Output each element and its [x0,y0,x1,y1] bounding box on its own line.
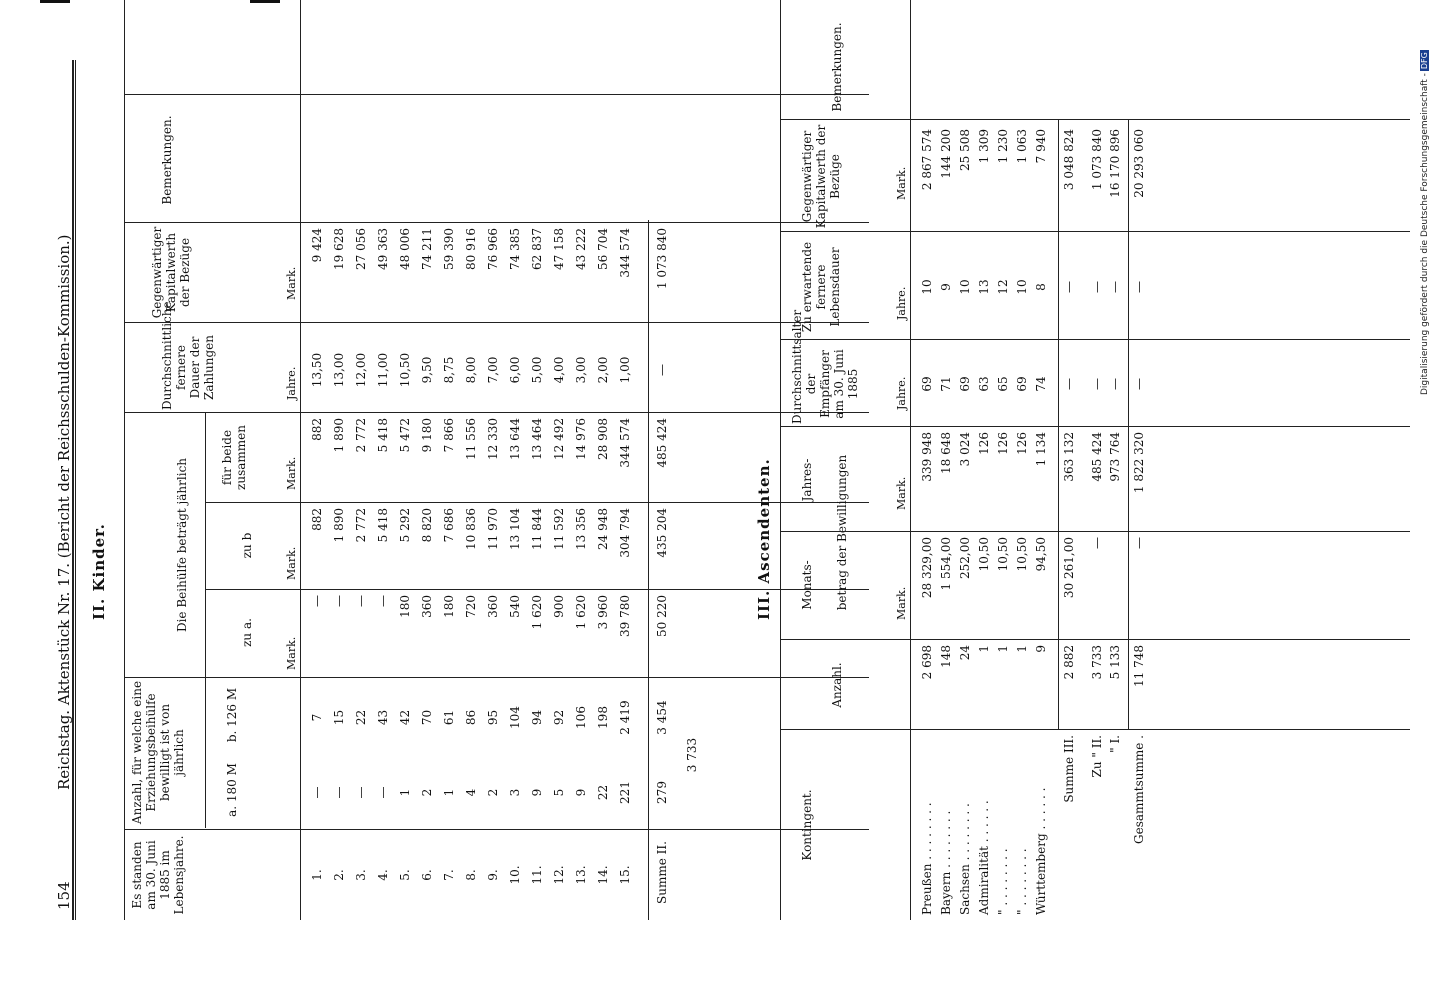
ascendent-cell-alter: 71 [939,376,953,392]
ascendent-cell-kap: 144 200 [939,129,953,179]
ascendent-cell-n: 148 [939,645,953,668]
ascendent-total-name: Gesammtsumme . [1132,735,1146,844]
col-divider [780,339,1410,340]
col-header-kontingent: Kontingent. [800,789,814,861]
header-bottom-rule [300,0,301,920]
ascendent-cell-name: Sachsen . . . . . . . . [958,803,972,915]
kinder-cell-zb: 13 104 [508,508,522,550]
ascendent-total-alter: — [1132,378,1146,390]
kinder-cell-zb: 5 292 [398,508,412,543]
col-header-lebensdauer: Zu erwartende fernere Lebensdauer [800,241,842,333]
ascendent-cell-name: Bayern . . . . . . . . [939,810,953,915]
col-divider [124,677,869,678]
kinder-cell-zb: 2 772 [354,508,368,543]
ascendent-cell-alter: 69 [920,376,934,392]
ascendent-cell-kap: 2 867 574 [920,129,934,191]
unit-label: Mark. [895,586,908,620]
kinder-cell-kap: 344 574 [618,228,632,278]
kinder-cell-za: 720 [464,595,478,618]
ascendent-zu1-dauer: — [1108,281,1122,293]
kinder-cell-za: 360 [486,595,500,618]
kinder-cell-age: 10. [508,865,522,885]
ascendent-cell-jahr: 3 024 [958,432,972,467]
kinder-cell-age: 12. [552,865,566,885]
kinder-cell-za: 1 620 [574,595,588,630]
kinder-cell-b: 106 [574,706,588,729]
col-header-kapital: Gegenwärtiger Kapitalwerth der Bezüge [150,226,192,319]
ascendent-cell-n: 9 [1034,645,1048,653]
kinder-cell-both: 882 [310,418,324,441]
kinder-cell-kap: 80 916 [464,228,478,270]
kinder-cell-both: 12 492 [552,418,566,460]
kinder-cell-kap: 49 363 [376,228,390,270]
kinder-cell-b: 104 [508,706,522,729]
kinder-cell-a: 9 [574,788,588,797]
kinder-cell-za: 180 [398,595,412,618]
kinder-cell-a: 1 [442,788,456,797]
kinder-sum-zb: 435 204 [655,508,669,558]
unit-label: Jahre. [895,286,908,320]
ascendent-cell-jahr: 126 [977,432,991,455]
kinder-cell-age: 6. [420,869,434,881]
unit-label: Mark. [285,636,298,670]
kinder-cell-za: 180 [442,595,456,618]
kinder-sum-b: 3 454 [655,700,669,735]
ascendent-cell-mon: 1 554,00 [939,537,953,591]
ascendent-cell-dauer: 10 [1015,279,1029,295]
kinder-cell-b: 42 [398,709,412,726]
unit-label: Jahre. [285,366,298,400]
ascendent-cell-name: Württemberg . . . . . . [1034,787,1048,915]
ascendent-zu1-jahr: 973 764 [1108,432,1122,482]
ascendent-cell-alter: 69 [958,376,972,392]
ascendent-cell-kap: 25 508 [958,129,972,171]
ascendent-cell-mon: 10,50 [1015,537,1029,572]
kinder-cell-za: 39 780 [618,595,632,637]
ascendent-cell-name: Preußen . . . . . . . . [920,802,934,915]
ascendent-zu2-dauer: — [1090,281,1104,293]
kinder-cell-kap: 76 966 [486,228,500,270]
ascendent-sum-n: 2 882 [1062,645,1076,680]
ascendent-cell-mon: 10,50 [977,537,991,572]
kinder-cell-a: 2 [420,788,434,797]
kinder-cell-age: 3. [354,869,368,881]
kinder-cell-zb: 10 836 [464,508,478,550]
page-number: 154 [55,881,73,910]
ascendent-cell-jahr: 126 [996,432,1010,455]
kinder-cell-b: 43 [376,709,390,726]
col-divider [780,231,1410,232]
kinder-cell-a: 221 [618,781,632,804]
ascendent-cell-mon: 28 329,00 [920,537,934,599]
kinder-cell-age: 13. [574,865,588,885]
kinder-cell-zb: 11 592 [552,508,566,550]
kinder-cell-a: — [332,786,346,799]
kinder-cell-a: — [310,786,324,799]
kinder-cell-a: 9 [530,788,544,797]
col-divider [124,322,869,323]
ascendent-cell-dauer: 10 [958,279,972,295]
kinder-cell-a: 22 [596,784,610,801]
kinder-cell-za: 900 [552,595,566,618]
ascendent-cell-jahr: 339 948 [920,432,934,482]
header-rule [72,60,74,920]
kinder-cell-dauer: 9,50 [420,356,434,384]
kinder-cell-both: 28 908 [596,418,610,460]
kinder-cell-both: 344 574 [618,418,632,468]
kinder-sum-kap: 1 073 840 [655,228,669,290]
ascendent-total-kap: 20 293 060 [1132,129,1146,198]
kinder-cell-dauer: 13,00 [332,352,346,388]
col-header-kapital3: Gegenwärtiger Kapitalwerth der Bezüge [800,124,842,229]
ascendent-sum-alter: — [1062,378,1076,390]
kinder-cell-age: 9. [486,869,500,881]
col-rule [205,413,206,678]
ascendent-sum-dauer: — [1062,281,1076,293]
col-header-b: b. 126 M [225,687,239,743]
ascendent-total-mon: — [1132,537,1146,549]
kinder-cell-b: 70 [420,709,434,726]
ascendent-zu1-name: " I. [1108,735,1122,753]
kinder-cell-b: 94 [530,709,544,726]
kinder-cell-age: 15. [618,865,632,885]
kinder-cell-zb: 11 844 [530,508,544,550]
digitization-credit: Digitalisierung gefördert durch die Deutsche Forschungsgemeinschaft -DFG [1420,52,1430,395]
kinder-cell-b: 22 [354,709,368,726]
kinder-sum-both: 485 424 [655,418,669,468]
ascendent-cell-name: Admiralität . . . . . . [977,800,991,915]
ascendent-sum-mon: 30 261,00 [1062,537,1076,599]
ascendent-cell-n: 1 [977,645,991,653]
ascendent-cell-alter: 74 [1034,376,1048,392]
kinder-cell-za: 3 960 [596,595,610,630]
ascendent-cell-n: 24 [958,645,972,661]
kinder-cell-dauer: 8,00 [464,356,478,384]
table-top-rule [124,0,125,920]
kinder-cell-za: — [310,595,324,607]
kinder-cell-dauer: 3,00 [574,356,588,384]
kinder-cell-zb: 5 418 [376,508,390,543]
running-title: Reichstag. Aktenstück Nr. 17. (Bericht der Reichsschulden-Kommission.) [55,234,73,790]
col-header-beihulfe: Die Beihülfe beträgt jährlich [175,457,189,633]
kinder-cell-za: 360 [420,595,434,618]
kinder-cell-dauer: 8,75 [442,356,456,384]
header-rule [75,60,76,920]
ascendent-cell-alter: 65 [996,376,1010,392]
ascendent-cell-dauer: 8 [1034,283,1048,291]
section-title-ascendenten: III. Ascendenten. [755,458,773,620]
kinder-cell-dauer: 4,00 [552,356,566,384]
table-top-rule [780,0,781,920]
kinder-cell-both: 2 772 [354,418,368,453]
kinder-cell-kap: 62 837 [530,228,544,270]
kinder-sum-ab: 3 733 [685,737,699,773]
kinder-cell-age: 7. [442,869,456,881]
kinder-cell-dauer: 7,00 [486,356,500,384]
kinder-cell-zb: 882 [310,508,324,531]
ascendent-cell-kap: 7 940 [1034,129,1048,164]
kinder-cell-both: 11 556 [464,418,478,460]
col-header-dauer: Durchschnittliche fernere Dauer der Zahlungen [160,301,216,410]
kinder-cell-kap: 19 628 [332,228,346,270]
kinder-cell-kap: 48 006 [398,228,412,270]
kinder-cell-zb: 24 948 [596,508,610,550]
ascendent-zu1-alter: — [1108,378,1122,390]
kinder-cell-za: — [332,595,346,607]
kinder-cell-dauer: 6,00 [508,356,522,384]
kinder-cell-a: — [376,786,390,799]
ascendent-sum-jahr: 363 132 [1062,432,1076,482]
kinder-cell-kap: 59 390 [442,228,456,270]
ascendent-zu2-kap: 1 073 840 [1090,129,1104,191]
sum-rule [648,220,649,920]
ascendent-cell-jahr: 126 [1015,432,1029,455]
kinder-cell-dauer: 11,00 [376,352,390,388]
col-divider [124,94,869,95]
kinder-cell-b: 2 419 [618,700,632,735]
kinder-cell-za: 540 [508,595,522,618]
col-header-alter: Durchschnittsalter der Empfänger am 30. Juni 1885 [790,309,860,424]
ascendent-zu2-mon: — [1090,537,1104,549]
kinder-cell-a: — [354,786,368,799]
kinder-cell-za: — [376,595,390,607]
col-divider [780,639,1410,640]
kinder-cell-b: 61 [442,709,456,726]
kinder-cell-age: 5. [398,869,412,881]
ascendent-total-n: 11 748 [1132,645,1146,687]
col-divider [780,531,1410,532]
kinder-cell-both: 14 976 [574,418,588,460]
col-header-both: für beide zusammen [220,425,248,490]
col-divider [780,119,1410,120]
kinder-cell-age: 8. [464,869,478,881]
kinder-cell-b: 198 [596,706,610,729]
col-header-anzahl: Anzahl. [830,662,844,708]
kinder-sum-label: Summe II. [655,841,669,904]
kinder-cell-kap: 27 056 [354,228,368,270]
ascendent-sum-kap: 3 048 824 [1062,129,1076,191]
col-header-bemerkungen3: Bemerkungen. [830,22,844,112]
ascendent-cell-dauer: 12 [996,279,1010,295]
unit-label: Mark. [285,546,298,580]
kinder-cell-age: 11. [530,865,544,885]
col-header-age: Es standen am 30. Juni 1885 im Lebensjahre. [130,835,186,915]
kinder-cell-dauer: 10,50 [398,352,412,388]
kinder-cell-both: 13 644 [508,418,522,460]
unit-label: Mark. [895,166,908,200]
unit-label: Jahre. [895,376,908,410]
ascendent-zu2-n: 3 733 [1090,645,1104,680]
kinder-cell-both: 12 330 [486,418,500,460]
col-header-count: Anzahl, für welche eine Erziehungsbeihülfe bewilligt ist von jährlich [130,680,186,825]
ascendent-cell-n: 2 698 [920,645,934,680]
kinder-cell-za: 1 620 [530,595,544,630]
ascendent-cell-alter: 63 [977,376,991,392]
kinder-cell-both: 5 418 [376,418,390,453]
section-title-kinder: II. Kinder. [90,523,108,620]
kinder-cell-za: — [354,595,368,607]
ascendent-cell-kap: 1 309 [977,129,991,164]
ascendent-zu2-jahr: 485 424 [1090,432,1104,482]
ascendent-zu1-kap: 16 170 896 [1108,129,1122,198]
kinder-cell-a: 5 [552,788,566,797]
ascendent-cell-mon: 252,00 [958,537,972,579]
ascendent-cell-dauer: 10 [920,279,934,295]
ascendent-zu2-alter: — [1090,378,1104,390]
kinder-cell-b: 95 [486,709,500,726]
kinder-cell-kap: 43 222 [574,228,588,270]
col-header-jahres: Jahres- [800,458,814,502]
kinder-cell-a: 2 [486,788,500,797]
ascendent-cell-name: " . . . . . . . . [1015,848,1029,915]
kinder-cell-dauer: 1,00 [618,356,632,384]
kinder-cell-kap: 74 211 [420,228,434,270]
col-divider [124,222,869,223]
col-divider [124,829,869,830]
kinder-cell-kap: 9 424 [310,228,324,263]
ascendent-cell-mon: 94,50 [1034,537,1048,572]
kinder-cell-kap: 56 704 [596,228,610,270]
col-header-betrag: betrag der Bewilligungen [835,454,849,611]
header-bottom-rule [910,0,911,920]
ascendent-cell-jahr: 1 134 [1034,432,1048,467]
unit-label: Mark. [895,476,908,510]
unit-label: Mark. [285,456,298,490]
ascendent-cell-mon: 10,50 [996,537,1010,572]
kinder-cell-a: 3 [508,788,522,797]
kinder-cell-b: 15 [332,709,346,726]
ascendent-cell-alter: 69 [1015,376,1029,392]
kinder-cell-zb: 11 970 [486,508,500,550]
kinder-cell-dauer: 12,00 [354,352,368,388]
kinder-cell-age: 4. [376,869,390,881]
kinder-cell-a: 1 [398,788,412,797]
col-divider [780,426,1410,427]
kinder-cell-zb: 8 820 [420,508,434,543]
ascendent-cell-jahr: 18 648 [939,432,953,474]
kinder-sum-dauer: — [655,364,669,376]
kinder-cell-both: 9 180 [420,418,434,453]
kinder-cell-b: 7 [310,713,324,722]
ascendent-total-dauer: — [1132,281,1146,293]
ascendent-total-jahr: 1 822 320 [1132,432,1146,494]
sum-rule [1058,120,1059,730]
col-header-zb: zu b [240,532,254,559]
kinder-cell-both: 1 890 [332,418,346,453]
dfg-logo: DFG [1420,52,1429,70]
kinder-sum-a: 279 [655,781,669,804]
kinder-cell-zb: 304 794 [618,508,632,558]
col-rule [205,678,206,828]
ascendent-zu2-name: Zu " II. [1090,735,1104,778]
ascendent-sum-name: Summe III. [1062,735,1076,803]
ascendent-cell-kap: 1 230 [996,129,1010,164]
kinder-cell-age: 14. [596,865,610,885]
kinder-cell-both: 13 464 [530,418,544,460]
col-header-za: zu a. [240,618,254,647]
kinder-cell-kap: 47 158 [552,228,566,270]
col-header-bemerkungen: Bemerkungen. [160,115,174,205]
kinder-cell-b: 92 [552,709,566,726]
kinder-cell-zb: 1 890 [332,508,346,543]
ascendent-cell-dauer: 13 [977,279,991,295]
kinder-cell-dauer: 2,00 [596,356,610,384]
col-divider [780,729,1410,730]
kinder-cell-dauer: 13,50 [310,352,324,388]
kinder-cell-zb: 7 686 [442,508,456,543]
col-header-a: a. 180 M [225,763,239,817]
kinder-cell-b: 86 [464,709,478,726]
kinder-cell-age: 2. [332,869,346,881]
kinder-cell-dauer: 5,00 [530,356,544,384]
sum-rule [1128,120,1129,730]
ascendent-cell-dauer: 9 [939,283,953,291]
kinder-cell-age: 1. [310,869,324,881]
ascendent-cell-name: " . . . . . . . . [996,848,1010,915]
ascendent-zu1-n: 5 133 [1108,645,1122,680]
col-header-monat: Monats- [800,560,814,610]
unit-label: Mark. [285,266,298,300]
kinder-cell-both: 7 866 [442,418,456,453]
col-divider [124,412,869,413]
ascendent-cell-kap: 1 063 [1015,129,1029,164]
kinder-cell-both: 5 472 [398,418,412,453]
ascendent-cell-n: 1 [996,645,1010,653]
ascendent-cell-n: 1 [1015,645,1029,653]
kinder-cell-kap: 74 385 [508,228,522,270]
kinder-sum-za: 50 220 [655,595,669,637]
kinder-cell-a: 4 [464,788,478,797]
kinder-cell-zb: 13 356 [574,508,588,550]
